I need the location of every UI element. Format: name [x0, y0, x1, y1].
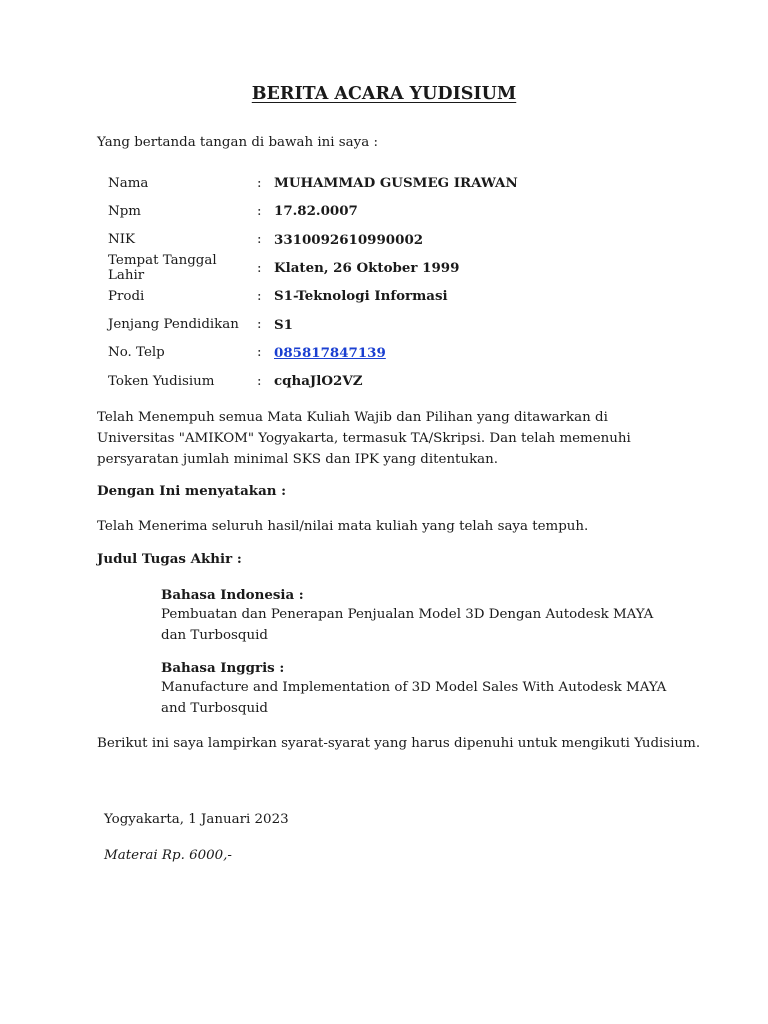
materai-note: Materai Rp. 6000,- — [104, 848, 232, 863]
field-colon: : — [257, 232, 262, 248]
field-label: Npm — [108, 203, 141, 219]
field-value-telp — [274, 345, 386, 361]
phone-link[interactable]: 085817847139 — [274, 344, 386, 361]
statement-paragraph: Telah Menempuh semua Mata Kuliah Wajib dan Pilihan yang ditawarkan di Universitas "AMIKOM" Yogyakarta, termasuk TA/Skripsi. Dan telah memenuhi persyaratan jumlah minimal SKS dan IPK yang ditentukan. — [97, 410, 631, 467]
document-title: BERITA ACARA YUDISIUM — [251, 84, 517, 104]
closing-paragraph: Berikut ini saya lampirkan syarat-syarat yang harus dipenuhi untuk mengikuti Yudisium. — [97, 736, 701, 751]
field-colon: : — [257, 317, 262, 333]
field-value-npm: 17.82.0007 — [274, 203, 358, 220]
field-row-telp — [108, 339, 518, 367]
intro-text: Yang bertanda tangan di bawah ini saya : — [97, 135, 378, 150]
field-colon: : — [257, 175, 262, 191]
field-label: Nama — [108, 175, 149, 191]
thesis-id-heading: Bahasa Indonesia : — [161, 587, 304, 603]
field-colon: : — [257, 288, 262, 304]
field-row-token — [108, 367, 518, 395]
field-colon: : — [257, 260, 262, 276]
declare-text: Telah Menerima seluruh hasil/nilai mata kuliah yang telah saya tempuh. — [97, 519, 589, 534]
field-row-prodi — [108, 282, 518, 310]
field-row-jenjang — [108, 310, 518, 338]
identity-fields — [108, 169, 518, 395]
field-label: Prodi — [108, 288, 145, 304]
field-colon: : — [257, 203, 262, 219]
field-value-prodi: S1-Teknologi Informasi — [274, 288, 448, 305]
thesis-en-text: Manufacture and Implementation of 3D Model Sales With Autodesk MAYA and Turbosquid — [161, 680, 667, 716]
field-label: Jenjang Pendidikan — [108, 317, 239, 333]
field-colon: : — [257, 373, 262, 389]
field-row-npm — [108, 197, 518, 225]
field-label: No. Telp — [108, 345, 165, 361]
field-row-ttl — [108, 254, 518, 282]
field-colon: : — [257, 345, 262, 361]
field-row-nama — [108, 169, 518, 197]
field-value-jenjang: S1 — [274, 316, 293, 333]
field-value-nama: MUHAMMAD GUSMEG IRAWAN — [274, 175, 518, 192]
place-date: Yogyakarta, 1 Januari 2023 — [104, 812, 289, 827]
declare-heading: Dengan Ini menyatakan : — [97, 483, 287, 499]
thesis-heading: Judul Tugas Akhir : — [97, 551, 242, 567]
field-row-nik — [108, 226, 518, 254]
field-value-ttl: Klaten, 26 Oktober 1999 — [274, 260, 460, 277]
thesis-id-text: Pembuatan dan Penerapan Penjualan Model 3D Dengan Autodesk MAYA dan Turbosquid — [161, 607, 654, 643]
field-value-token: cqhaJlO2VZ — [274, 373, 363, 390]
field-value-nik: 3310092610990002 — [274, 231, 424, 248]
field-label: Tempat Tanggal Lahir — [108, 253, 217, 284]
field-label: Token Yudisium — [108, 373, 215, 389]
thesis-en-heading: Bahasa Inggris : — [161, 660, 285, 676]
field-label: NIK — [108, 232, 136, 248]
